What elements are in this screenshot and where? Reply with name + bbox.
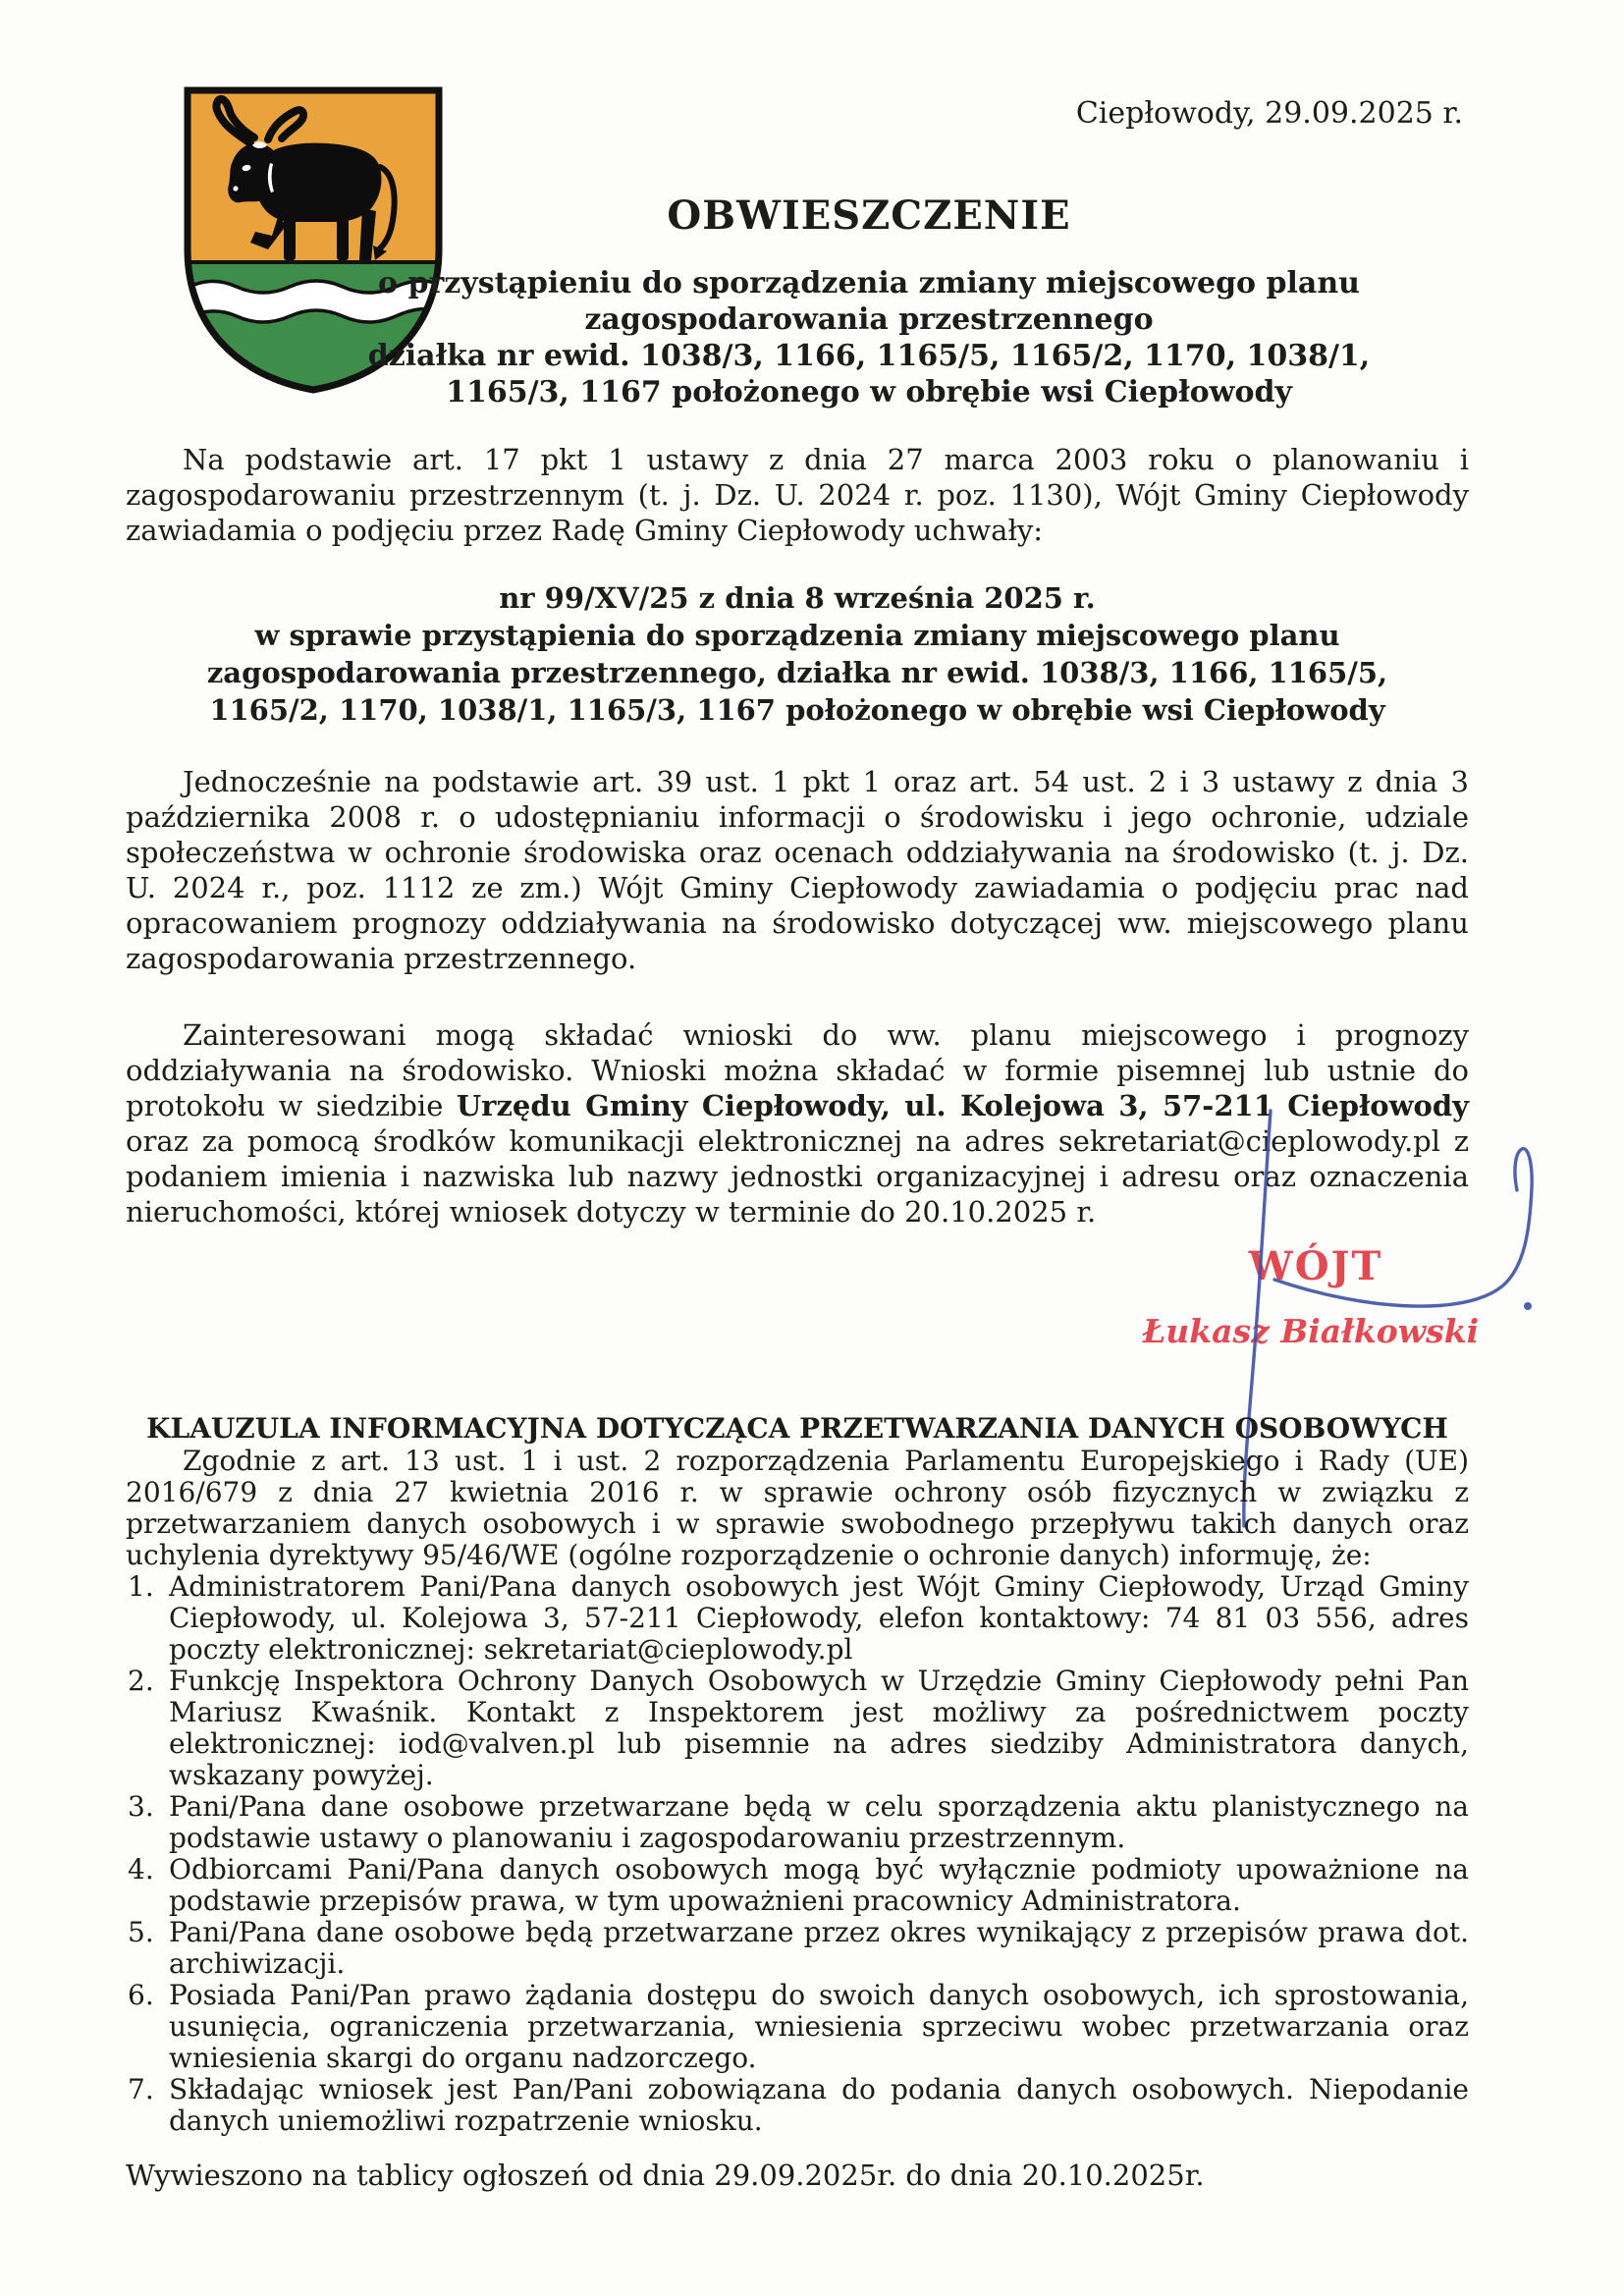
- gdpr-item-4: Odbiorcami Pani/Pana danych osobowych mogą być wyłącznie podmioty upoważnione na podstawie przepisów prawa, w tym upoważnieni pracownicy Administratora.: [169, 1853, 1469, 1917]
- gdpr-item-1: Administratorem Pani/Pana danych osobowych jest Wójt Gminy Ciepłowody, Urząd Gminy Ciepłowody, ul. Kolejowa 3, 57-211 Ciepłowody, elefon kontaktowy: 74 81 03 556, adres poczty elektronicznej: sekretariat@cieplowody.pl: [169, 1570, 1469, 1666]
- paragraph-legal-basis: Na podstawie art. 17 pkt 1 ustawy z dnia 27 marca 2003 roku o planowaniu i zagospodarowaniu przestrzennym (t. j. Dz. U. 2024 r. poz. 1130), Wójt Gminy Ciepłowody zawiadamia o podjęciu przez Radę Gminy Ciepłowody uchwały:: [126, 443, 1469, 547]
- submission-text-after: oraz za pomocą środków komunikacji elektronicznej na adres sekretariat@cieplowody.pl z podaniem imienia i nazwiska lub nazwy jednostki organizacyjnej i adresu oraz oznaczenia nieruchomości, której wniosek dotyczy w terminie do 20.10.2025 r.: [126, 1124, 1469, 1229]
- gdpr-item-5: Pani/Pana dane osobowe będą przetwarzane przez okres wynikający z przepisów prawa dot. archiwizacji.: [169, 1916, 1469, 1980]
- signature-role-stamp: WÓJT: [1248, 1243, 1383, 1289]
- resolution-block: [126, 579, 1469, 729]
- gdpr-item-7: Składając wniosek jest Pan/Pani zobowiązana do podania danych osobowych. Niepodanie danych uniemożliwi rozpatrzenie wniosku.: [169, 2073, 1469, 2137]
- gdpr-item-2: Funkcję Inspektora Ochrony Danych Osobowych w Urzędzie Gminy Ciepłowody pełni Pan Mariusz Kwaśnik. Kontakt z Inspektorem jest możliwy za pośrednictwem poczty elektronicznej: iod@valven.pl lub pisemnie na adres siedziby Administratora danych, wskazany powyżej.: [169, 1665, 1469, 1791]
- office-address-bold: Urzędu Gminy Ciepłowody, ul. Kolejowa 3, 57-211 Ciepłowody: [456, 1089, 1470, 1122]
- subtitle-line: działka nr ewid. 1038/3, 1166, 1165/5, 1165/2, 1170, 1038/1,: [367, 339, 1371, 373]
- gdpr-item-list: [126, 1571, 1469, 2137]
- gdpr-item-6: Posiada Pani/Pan prawo żądania dostępu do swoich danych osobowych, ich sprostowania, usunięcia, ograniczenia przetwarzania, wniesienia sprzeciwu wobec przetwarzania oraz wniesienia skargi do organu nadzorczego.: [169, 1979, 1469, 2074]
- gdpr-heading: KLAUZULA INFORMACYJNA DOTYCZĄCA PRZETWARZANIA DANYCH OSOBOWYCH: [146, 1412, 1448, 1445]
- resolution-line: nr 99/XV/25 z dnia 8 września 2025 r.: [499, 581, 1096, 615]
- gdpr-intro: Zgodnie z art. 13 ust. 1 i ust. 2 rozporządzenia Parlamentu Europejskiego i Rady (UE) 2016/679 z dnia 27 kwietnia 2016 r. w sprawie ochrony osób fizycznych w związku z przetwarzaniem danych osobowych i w sprawie swobodnego przepływu takich danych oraz uchylenia dyrektywy 95/46/WE (ogólne rozporządzenie o ochronie danych) informuję, że:: [126, 1445, 1469, 1571]
- paragraph-submission-info: [126, 1017, 1469, 1230]
- gdpr-clause-section: [126, 1412, 1469, 2137]
- subtitle-line: 1165/3, 1167 położonego w obrębie wsi Ciepłowody: [446, 375, 1292, 410]
- document-subtitle: [245, 265, 1492, 410]
- subtitle-line: o przystąpieniu do sporządzenia zmiany miejscowego planu: [378, 266, 1360, 301]
- place-date-line: Ciepłowody, 29.09.2025 r.: [1075, 96, 1463, 131]
- signature-name-stamp: Łukasz Białkowski: [1142, 1312, 1480, 1350]
- paragraph-environmental-info: Jednocześnie na podstawie art. 39 ust. 1 pkt 1 oraz art. 54 ust. 2 i 3 ustawy z dnia 3 października 2008 r. o udostępnianiu informacji o środowisku i jego ochronie, udziale społeczeństwa w ochronie środowiska oraz ocenach oddziaływania na środowisko (t. j. Dz. U. 2024 r., poz. 1112 ze zm.) Wójt Gminy Ciepłowody zawiadamia o podjęciu prac nad opracowaniem prognozy oddziaływania na środowisko dotyczącej ww. miejscowego planu zagospodarowania przestrzennego.: [126, 765, 1469, 975]
- resolution-line: zagospodarowania przestrzennego, działka nr ewid. 1038/3, 1166, 1165/5,: [206, 656, 1388, 689]
- document-title: OBWIESZCZENIE: [667, 192, 1071, 239]
- resolution-line: w sprawie przystąpienia do sporządzenia zmiany miejscowego planu: [254, 619, 1340, 652]
- submission-text-before: Zainteresowani mogą składać wnioski do ww. planu miejscowego i prognozy oddziaływania na środowisko. Wnioski można składać w formie pisemnej lub ustnie do protokołu w siedzibie: [126, 1018, 1469, 1122]
- resolution-line: 1165/2, 1170, 1038/1, 1165/3, 1167 położonego w obrębie wsi Ciepłowody: [209, 693, 1385, 727]
- posting-period-line: Wywieszono na tablicy ogłoszeń od dnia 29.09.2025r. do dnia 20.10.2025r.: [126, 2159, 1205, 2192]
- gdpr-item-3: Pani/Pana dane osobowe przetwarzane będą w celu sporządzenia aktu planistycznego na podstawie ustawy o planowaniu i zagospodarowaniu przestrzennym.: [169, 1790, 1469, 1854]
- subtitle-line: zagospodarowania przestrzennego: [584, 302, 1154, 337]
